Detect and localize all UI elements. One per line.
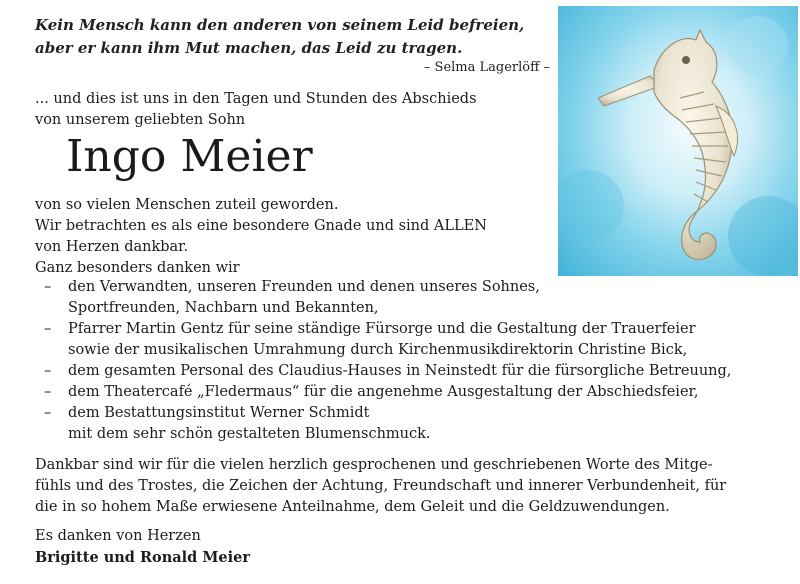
body-line: Wir betrachten es als eine besondere Gnade und sind ALLEN: [35, 218, 487, 234]
body-text: [35, 195, 487, 279]
list-item-line: den Verwandten, unseren Freunden und denen unseres Sohnes,: [68, 279, 540, 295]
quote-line: aber er kann ihm Mut machen, das Leid zu tragen.: [35, 39, 463, 57]
list-item-line: dem Theatercafé „Fledermaus“ für die angenehme Ausgestaltung der Abschiedsfeier,: [68, 384, 699, 400]
thanks-line: Es danken von Herzen: [35, 528, 201, 544]
list-item: [44, 382, 731, 403]
closing-line: Dankbar sind wir für die vielen herzlich gesprochenen und geschriebenen Worte des Mitge-: [35, 457, 713, 473]
quote-author: – Selma Lagerlöff –: [423, 60, 550, 75]
intro-line: von unserem geliebten Sohn: [35, 112, 246, 128]
closing-paragraph: [35, 455, 755, 518]
body-line: von Herzen dankbar.: [35, 239, 189, 255]
closing-line: die in so hohem Maße erwiesene Anteilnahme, dem Geleit und die Geldzuwendungen.: [35, 499, 670, 515]
list-dash: –: [44, 363, 52, 379]
deceased-name: Ingo Meier: [66, 131, 313, 182]
list-item-line: dem Bestattungsinstitut Werner Schmidt: [68, 405, 370, 421]
epigraph-quote: [35, 14, 524, 60]
thanks-list: [44, 277, 731, 445]
quote-line: Kein Mensch kann den anderen von seinem Leid befreien,: [35, 16, 525, 34]
list-item-line: sowie der musikalischen Umrahmung durch Kirchenmusikdirektorin Christine Bick,: [68, 342, 688, 358]
list-dash: –: [44, 405, 52, 421]
signature: Brigitte und Ronald Meier: [35, 549, 250, 566]
water-texture: [728, 196, 798, 276]
seahorse-icon: [558, 6, 798, 276]
list-item-line: Pfarrer Martin Gentz für seine ständige Fürsorge und die Gestaltung der Trauerfeier: [68, 321, 696, 337]
list-item: [44, 277, 731, 319]
body-line: Ganz besonders danken wir: [35, 260, 240, 276]
seahorse-eye: [682, 56, 690, 64]
list-item: [44, 319, 731, 361]
seahorse-snout: [598, 76, 660, 106]
list-dash: –: [44, 384, 52, 400]
intro-line: ... und dies ist uns in den Tagen und Stunden des Abschieds: [35, 91, 477, 107]
list-dash: –: [44, 279, 52, 295]
list-item: [44, 403, 731, 445]
body-line: von so vielen Menschen zuteil geworden.: [35, 197, 339, 213]
water-texture: [728, 16, 788, 76]
list-item-line: dem gesamten Personal des Claudius-Hauses in Neinstedt für die fürsorgliche Betreuung,: [68, 363, 732, 379]
seahorse-image: [558, 6, 798, 276]
water-texture: [558, 170, 624, 242]
list-dash: –: [44, 321, 52, 337]
seahorse-body: [654, 30, 732, 260]
list-item-line: mit dem sehr schön gestalteten Blumenschmuck.: [68, 426, 431, 442]
intro-text: [35, 89, 477, 131]
list-item-line: Sportfreunden, Nachbarn und Bekannten,: [68, 300, 379, 316]
list-item: [44, 361, 731, 382]
closing-line: fühls und des Trostes, die Zeichen der Achtung, Freundschaft und innerer Verbundenheit, für: [35, 478, 727, 494]
